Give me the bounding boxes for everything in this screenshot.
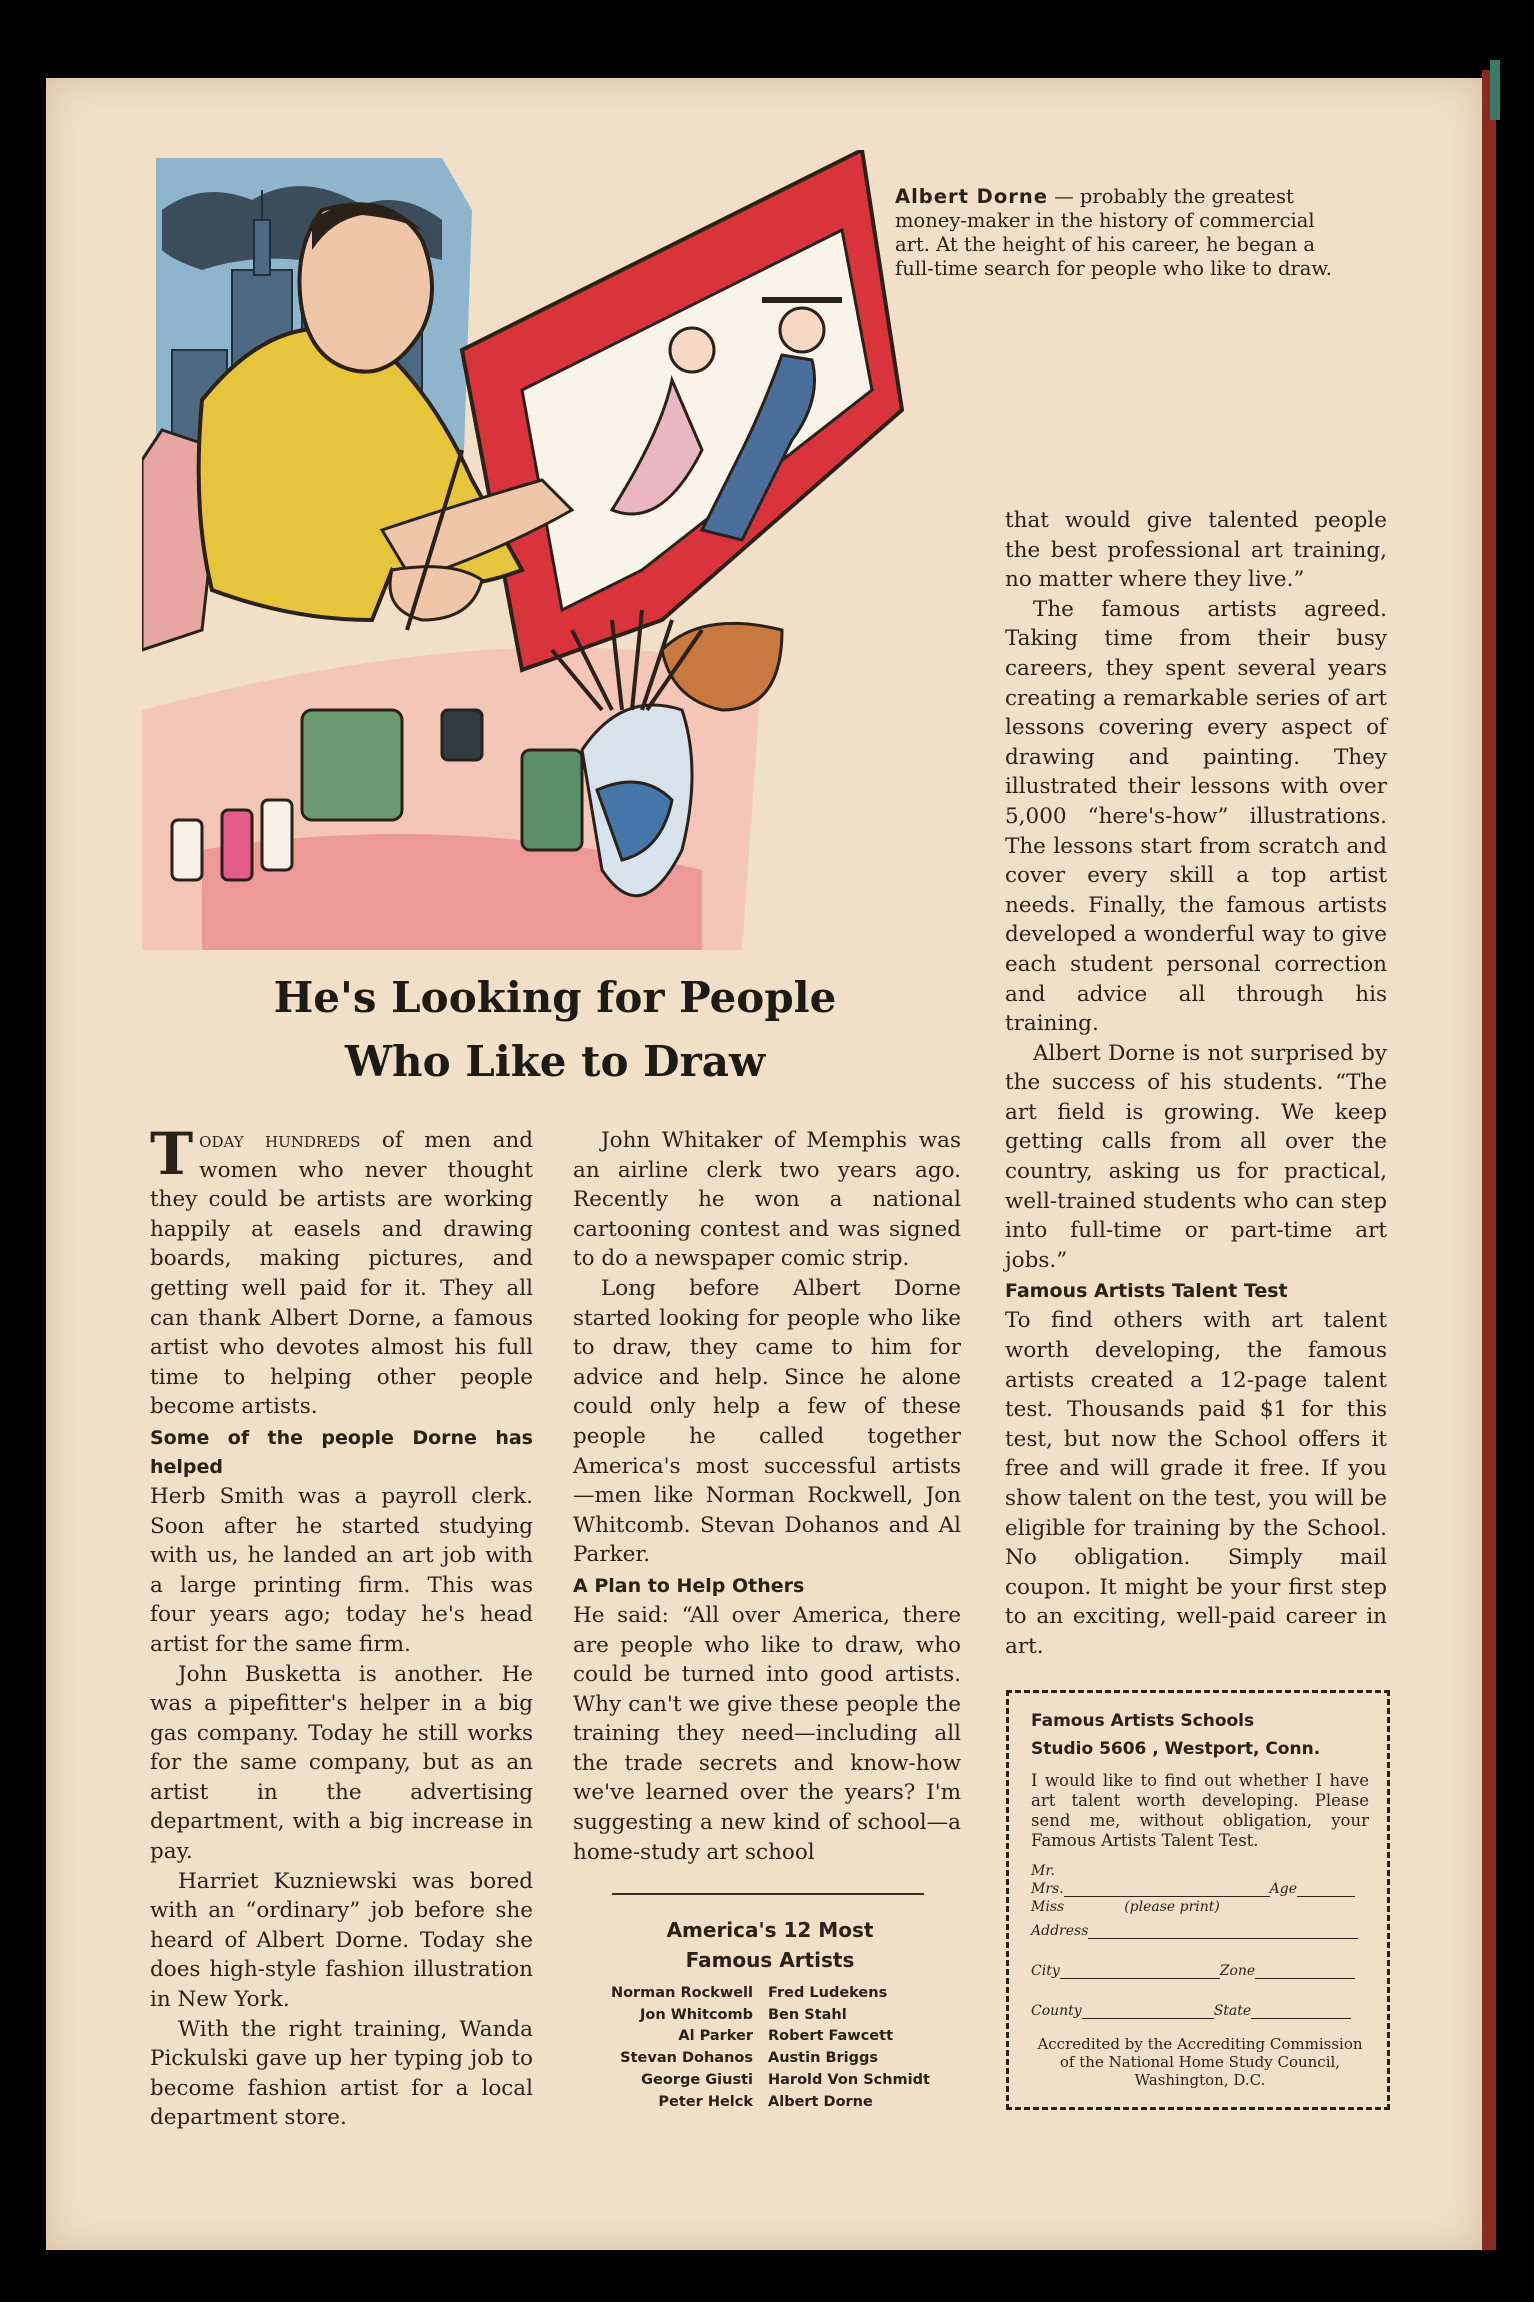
artist-row	[560, 2048, 980, 2070]
paragraph-harriet-kuzniewski: Harriet Kuzniewski was bored with an “ordinary” job before she heard of Albert Dorne. Today she does high-style fashion illustration in New York.	[150, 1868, 533, 2013]
coupon-mr-label: Mr.	[1031, 1863, 1055, 1879]
coupon-zone-line[interactable]	[1255, 1964, 1355, 1979]
coupon-school-name: Famous Artists Schools	[1031, 1711, 1255, 1731]
artist-name: Ben Stahl	[768, 2006, 847, 2023]
article-column-3	[1005, 506, 1387, 1662]
artist-name: Jon Whitcomb	[640, 2006, 753, 2023]
artist-name: Peter Helck	[658, 2093, 753, 2110]
artist-row	[560, 2005, 980, 2027]
intro-small-caps: oday hundreds	[199, 1128, 361, 1153]
coupon-county-label: County	[1031, 2003, 1082, 2019]
artist-row	[560, 2070, 980, 2092]
intro-text: of men and women who never thought they could be artists are working happily at easels and drawing boards, making pictures, and getting well paid for it. They all can thank Albert Dorne, a famous artist who devotes almost his full time to helping other people become artists.	[150, 1128, 533, 1420]
artist-name: Norman Rockwell	[610, 1985, 753, 2001]
headline-line-1: He's Looking for People	[273, 973, 837, 1022]
artist-row	[560, 2092, 980, 2114]
article-column-2	[573, 1126, 961, 1867]
famous-artists-title-line-2: Famous Artists	[685, 1948, 855, 1972]
drop-cap: T	[150, 1120, 194, 1188]
artist-name: Stevan Dohanos	[620, 2050, 753, 2067]
artist-name: Robert Fawcett	[768, 2028, 893, 2045]
coupon-address-field[interactable]	[1031, 1923, 1369, 1941]
artist-row	[560, 2026, 980, 2048]
paragraph-he-said: He said: “All over America, there are people who like to draw, who could be turned into good artists. Why can't we give these people the training they need—including all the trade secrets and know-how we've learned over the years? I'm suggesting a new kind of school—a home-study art school	[573, 1602, 961, 1865]
coupon-address-line[interactable]	[1088, 1924, 1358, 1939]
paragraph-john-whitaker: John Whitaker of Memphis was an airline clerk two years ago. Recently he won a national cartooning contest and was signed to do a newspaper comic strip.	[573, 1128, 961, 1272]
coupon-county-field[interactable]	[1031, 2003, 1369, 2021]
artist-name: Al Parker	[678, 2028, 753, 2045]
article-column-1	[150, 1120, 533, 2133]
headline	[150, 966, 960, 1094]
artist-name: Fred Ludekens	[768, 1985, 888, 2001]
paragraph-john-busketta: John Busketta is another. He was a pipefitter's helper in a big gas company. Today he still works for the same company, but as an artist in the advertising department, with a big increase in pay.	[150, 1661, 533, 1865]
coupon-city-field[interactable]	[1031, 1963, 1369, 1981]
coupon-state-label: State	[1213, 2003, 1252, 2019]
coupon-name-line[interactable]	[1064, 1882, 1270, 1897]
artist-name: Albert Dorne	[768, 2093, 873, 2110]
coupon-address-label: Address	[1031, 1923, 1089, 1939]
artist-name: Harold Von Schmidt	[768, 2071, 930, 2088]
albert-dorne-illustration	[142, 150, 968, 950]
paragraph-long-before: Long before Albert Dorne started looking for people who like to draw, they came to him for advice and help. Since he alone could only help a few of these people he called together America's most successful artists —men like Norman Rockwell, Jon Whitcomb. Stevan Dohanos and Al Parker.	[573, 1275, 961, 1568]
paragraph-wanda-pickulski: With the right training, Wanda Pickulski gave up her typing job to become fashion artist for a local department store.	[150, 2016, 533, 2131]
coupon-print-note: (please print)	[1124, 1899, 1220, 1915]
famous-artists-list	[560, 1983, 980, 2113]
coupon-county-line[interactable]	[1082, 2004, 1214, 2019]
coupon-age-label: Age	[1269, 1881, 1298, 1897]
paragraph-artists-agreed: The famous artists agreed. Taking time from their busy careers, they spent several years creating a remarkable series of art lessons covering every aspect of drawing and painting. They illustrated their lessons with over 5,000 “here's-how” illustrations. The lessons start from scratch and cover every skill a top artist needs. Finally, the famous artists developed a wonderful way to give each student personal correction and advice all through his training.	[1005, 596, 1387, 1037]
back-cover-edge-accent	[1490, 60, 1500, 120]
coupon-zone-label: Zone	[1219, 1963, 1256, 1979]
coupon-miss-field[interactable]	[1031, 1899, 1369, 1917]
paragraph-not-surprised: Albert Dorne is not surprised by the success of his students. “The art field is growing. We keep getting calls from all over the country, asking us for practical, well-trained students who can step into full-time or part-time art jobs.”	[1005, 1040, 1388, 1273]
illustration-caption	[895, 185, 1355, 281]
subhead-talent-test: Famous Artists Talent Test	[1005, 1280, 1288, 1303]
paragraph-talented-people: that would give talented people the best professional art training, no matter where they live.”	[1005, 508, 1387, 593]
coupon-mrs-label: Mrs.	[1031, 1881, 1064, 1897]
divider-rule	[612, 1893, 924, 1895]
coupon-mr-field[interactable]	[1031, 1863, 1369, 1881]
paragraph-herb-smith: Herb Smith was a payroll clerk. Soon after he started studying with us, he landed an art job with a large printing firm. This was four years ago; today he's head artist for the same firm.	[150, 1483, 533, 1657]
coupon-miss-label: Miss	[1031, 1899, 1065, 1915]
paragraph-talent-test: To find others with art talent worth developing, the famous artists created a 12-page talent test. Thousands paid $1 for this test, but now the School offers it free and will grade it free. If you show talent on the test, you will be eligible for training by the School. No obligation. Simply mail coupon. It might be your first step to an exciting, well-paid career in art.	[1005, 1308, 1387, 1659]
headline-line-2: Who Like to Draw	[344, 1037, 766, 1086]
subhead-plan: A Plan to Help Others	[573, 1574, 805, 1597]
coupon-mrs-field[interactable]	[1031, 1881, 1369, 1899]
coupon-city-line[interactable]	[1060, 1964, 1220, 1979]
artist-row	[560, 1983, 980, 2005]
coupon-age-line[interactable]	[1297, 1882, 1355, 1897]
coupon-city-label: City	[1031, 1963, 1060, 1979]
famous-artists-title	[590, 1915, 950, 1975]
famous-artists-title-line-1: America's 12 Most	[666, 1918, 874, 1942]
mail-coupon[interactable]	[1006, 1690, 1390, 2110]
back-cover-edge	[1482, 70, 1496, 2250]
coupon-body: I would like to find out whether I have art talent worth developing. Please send me, without obligation, your Famous Artists Talent Test.	[1031, 1771, 1369, 1850]
caption-name: Albert Dorne	[895, 185, 1048, 208]
artist-name: George Giusti	[641, 2071, 753, 2088]
coupon-state-line[interactable]	[1251, 2004, 1351, 2019]
subhead-people-helped: Some of the people Dorne has helped	[150, 1426, 533, 1478]
coupon-accreditation: Accredited by the Accrediting Commission of the National Home Study Council, Washington, D.C.	[1037, 2035, 1363, 2089]
man-hand	[390, 567, 482, 620]
caption-text: — probably the greatest money-maker in the history of commercial art. At the height of his career, he began a full-time search for people who like to draw.	[895, 185, 1333, 280]
coupon-address: Studio 5606 , Westport, Conn.	[1031, 1739, 1321, 1759]
intro-paragraph	[150, 1120, 533, 1422]
artist-name: Austin Briggs	[768, 2050, 879, 2067]
